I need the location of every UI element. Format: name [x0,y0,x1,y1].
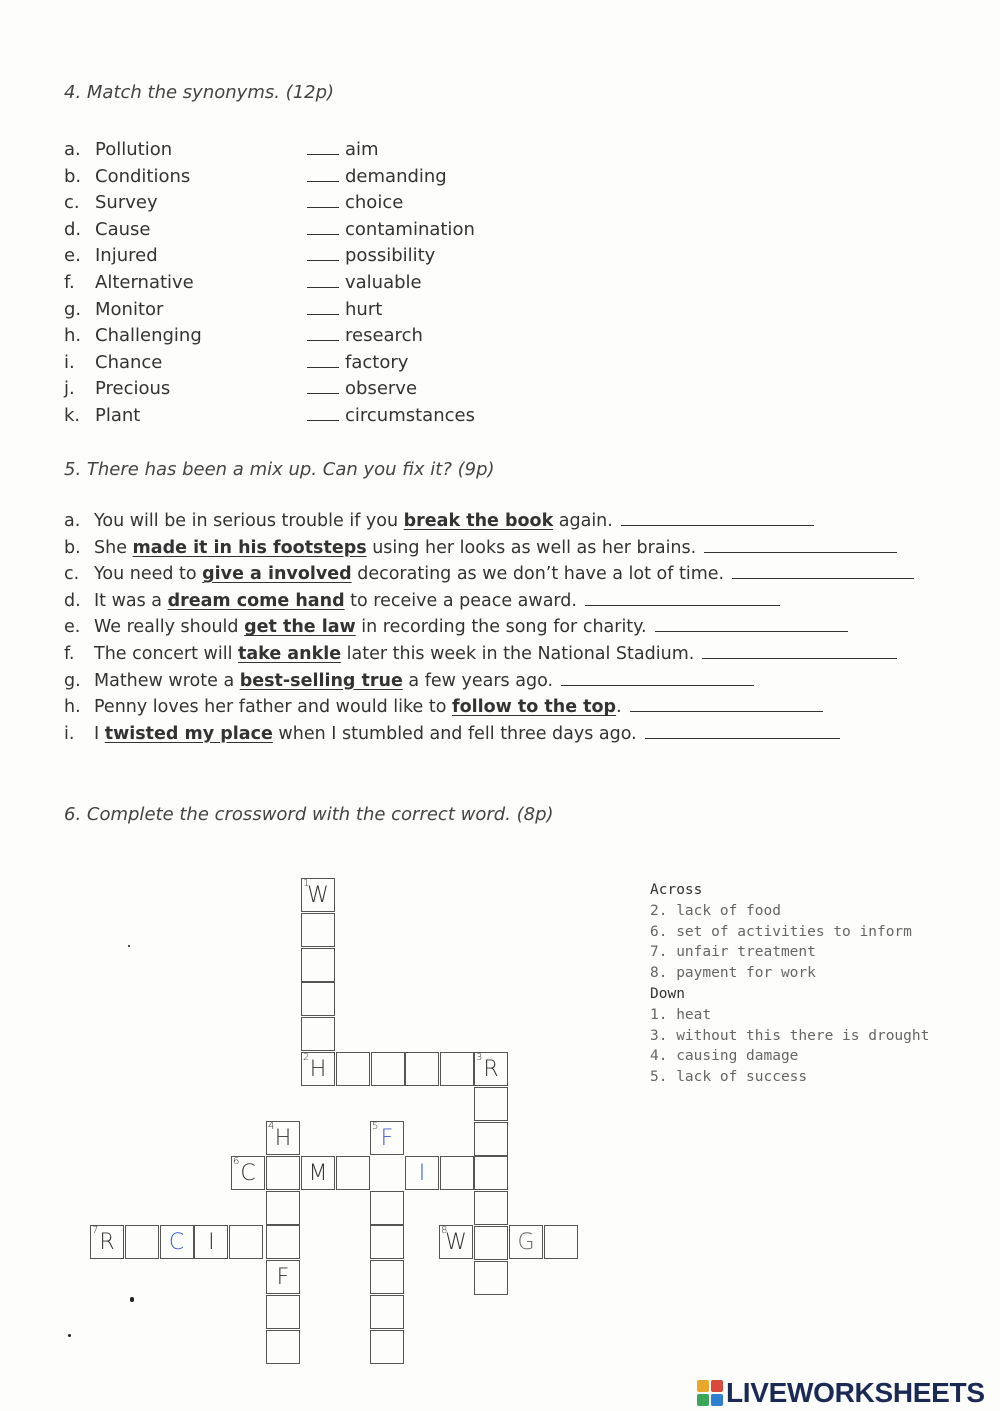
cell-letter: F [380,1126,394,1151]
item-word: factory [345,351,409,373]
clue-number: 7 [92,1225,99,1236]
sentence-text [94,724,840,744]
crossword-cell[interactable] [301,1156,335,1190]
crossword-cell[interactable] [474,1226,508,1260]
crossword-cell[interactable] [474,1156,508,1190]
sentence-pre: You will be in serious trouble if you [94,511,404,531]
crossword-cell[interactable] [405,1156,439,1190]
answer-blank[interactable] [307,300,339,315]
item-word: Survey [95,192,158,214]
scan-speck [68,1334,71,1337]
scan-speck [130,1297,134,1302]
cell-letter: R [99,1230,115,1255]
clue-number: 2 [303,1052,310,1063]
cell-letter: H [274,1126,292,1151]
across-clue: 6. set of activities to inform [650,923,912,940]
sentence-post: again. [553,511,613,531]
sentence-post: when I stumbled and fell three days ago. [272,723,637,744]
answer-line[interactable] [645,737,840,739]
synonym-right-item [307,192,403,213]
crossword-cell[interactable] [266,1295,300,1329]
crossword-cell[interactable] [301,913,335,947]
crossword-cell[interactable] [440,1156,474,1190]
item-word: choice [345,192,404,214]
answer-line[interactable] [702,657,897,659]
synonym-right-item [307,352,408,373]
item-word: research [345,325,423,347]
crossword-cell[interactable] [229,1225,263,1259]
cell-letter: W [307,883,329,908]
answer-blank[interactable] [307,140,339,155]
crossword-cell[interactable] [370,1121,404,1155]
item-letter: e. [64,617,81,638]
crossword-cell[interactable] [371,1052,405,1086]
sentence-post: a few years ago. [402,670,554,691]
item-letter: g. [64,298,82,320]
answer-blank[interactable] [307,193,339,208]
answer-blank[interactable] [307,167,339,182]
item-word: Injured [95,245,158,267]
cell-letter: W [445,1230,467,1255]
sentence-post: decorating as we don’t have a lot of time. [351,564,725,585]
crossword-cell[interactable] [370,1225,404,1259]
crossword-cell[interactable] [125,1225,159,1259]
item-word: Monitor [95,298,164,320]
down-title: Down [650,985,685,1002]
crossword-cell[interactable] [231,1156,265,1190]
mixed-phrase: take ankle [238,644,342,664]
item-letter: c. [64,564,80,585]
item-word: circumstances [345,405,475,426]
item-letter: b. [64,537,81,558]
answer-line[interactable] [732,577,914,579]
crossword-cell[interactable] [544,1225,578,1259]
crossword-cell[interactable] [301,1052,335,1086]
item-letter: k. [64,405,81,426]
item-letter: g. [64,670,81,691]
mixed-phrase: get the law [244,617,356,638]
crossword-cell[interactable] [474,1191,508,1225]
crossword-cell[interactable] [301,878,335,912]
crossword-cell[interactable] [509,1225,543,1259]
mixed-phrase: dream come hand [167,590,345,611]
item-letter: i. [64,723,75,744]
answer-blank[interactable] [307,273,339,288]
answer-blank[interactable] [307,406,339,421]
crossword-cell[interactable] [474,1052,508,1086]
answer-line[interactable] [561,684,754,686]
crossword-cell[interactable] [301,982,335,1016]
crossword-cell[interactable] [194,1225,228,1259]
mixed-phrase: made it in his footsteps [132,537,367,558]
synonym-right-item [307,272,422,293]
item-letter: h. [64,325,82,347]
mixed-phrase: follow to the top [451,697,617,718]
sentence-text [94,511,814,531]
item-word: Chance [95,351,163,373]
item-letter: f. [64,644,75,664]
crossword-cell[interactable] [439,1225,473,1259]
sentence-pre: We really should [94,617,245,638]
synonym-right-item [307,299,382,320]
answer-blank[interactable] [307,246,339,261]
sentence-pre: It was a [94,590,168,611]
item-word: Challenging [95,325,202,347]
answer-line[interactable] [621,524,814,526]
item-word: Cause [95,218,151,240]
clue-number: 8 [441,1225,448,1236]
clue-number: 5 [372,1121,379,1132]
answer-blank[interactable] [307,220,339,235]
clue-number: 4 [268,1121,275,1132]
item-word: possibility [345,245,436,267]
cell-letter: C [240,1161,256,1186]
item-word: Alternative [95,272,194,293]
sentence-pre: Penny loves her father and would like to [94,697,452,718]
item-word: Pollution [95,139,173,160]
sentence-text [94,617,848,637]
crossword-cell[interactable] [266,1121,300,1155]
scan-speck [128,945,130,947]
cell-letter: R [483,1057,499,1082]
across-clue: 7. unfair treatment [650,944,816,961]
sentence-text [94,697,823,717]
answer-blank[interactable] [307,353,339,368]
synonym-right-item [307,219,475,240]
crossword-clues [650,880,930,1088]
item-letter: a. [64,511,81,531]
item-letter: i. [64,351,75,373]
item-letter: c. [64,192,80,214]
item-letter: j. [64,378,75,400]
item-word: Conditions [95,165,191,187]
item-letter: e. [64,245,81,267]
mixed-phrase: best-selling true [239,670,403,691]
crossword-cell[interactable] [301,1017,335,1051]
item-letter: b. [64,165,82,187]
clue-number: 3 [476,1052,483,1063]
sentence-pre: She [94,537,133,558]
crossword-cell[interactable] [370,1330,404,1364]
answer-blank[interactable] [307,379,339,394]
section5-heading: 5. There has been a mix up. Can you fix it? (9p) [64,459,495,480]
crossword-cell[interactable] [474,1122,508,1156]
sentence-text [94,644,897,664]
sentence-pre: You need to [94,564,203,585]
synonym-right-item [307,245,435,266]
crossword-cell[interactable] [370,1295,404,1329]
crossword-cell[interactable] [266,1225,300,1259]
clue-number: 6 [233,1156,240,1167]
item-word: Precious [95,378,171,400]
section6-heading: 6. Complete the crossword with the correct word. (8p) [64,804,554,825]
item-letter: d. [64,218,82,240]
sentence-pre: I [94,723,105,744]
cell-letter: G [517,1230,535,1255]
clue-number: 1 [303,878,310,889]
item-word: Plant [95,405,141,426]
sentence-pre: Mathew wrote a [94,670,240,691]
answer-line[interactable] [655,630,848,632]
liveworksheets-logo-text: LIVEWORKSHEETS [726,1377,985,1408]
item-letter: h. [64,697,81,718]
mixed-phrase: give a involved [202,564,352,585]
cell-letter: H [309,1057,327,1082]
sentence-text [94,538,897,558]
across-clue: 8. payment for work [650,965,816,982]
crossword-cell[interactable] [405,1052,439,1086]
answer-line[interactable] [704,551,897,553]
crossword-cell[interactable] [90,1225,124,1259]
across-clue: 2. lack of food [650,902,781,919]
crossword-cell[interactable] [474,1261,508,1295]
item-letter: d. [64,590,81,611]
down-clue: 5. lack of success [650,1069,808,1086]
crossword-cell[interactable] [370,1191,404,1225]
synonym-right-item [307,325,423,346]
crossword-cell[interactable] [370,1260,404,1294]
answer-line[interactable] [630,710,823,712]
sentence-text [94,671,754,691]
item-word: contamination [345,218,475,240]
sentence-pre: The concert will [94,644,238,664]
cell-letter: M [308,1161,328,1186]
sentence-text [94,591,780,611]
synonym-right-item [307,166,447,187]
across-title: Across [650,882,703,898]
item-word: demanding [345,165,447,187]
cell-letter: F [276,1265,290,1291]
cell-letter: I [208,1230,215,1255]
liveworksheets-logo-icon [697,1380,723,1406]
sentence-text [94,564,914,584]
crossword-cell[interactable] [266,1191,300,1225]
crossword-cell[interactable] [266,1260,300,1294]
answer-line[interactable] [585,604,780,606]
sentence-post: later this week in the National Stadium. [341,644,695,664]
cell-letter: I [418,1161,426,1186]
section4-heading: 4. Match the synonyms. (12p) [64,82,335,103]
sentence-post: to receive a peace award. [344,590,577,611]
crossword-cell[interactable] [474,1087,508,1121]
synonym-right-item [307,405,475,426]
synonym-right-item [307,378,417,399]
item-word: valuable [345,272,422,293]
down-clue: 1. heat [650,1006,712,1023]
crossword-cell[interactable] [266,1330,300,1364]
item-letter: a. [64,139,81,160]
item-word: observe [345,378,418,400]
sentence-post: in recording the song for charity. [355,617,647,638]
cell-letter: C [168,1230,185,1255]
crossword-cell[interactable] [336,1052,370,1086]
item-letter: f. [64,272,75,293]
item-word: hurt [345,298,383,320]
sentence-post: . [616,697,622,718]
crossword-cell[interactable] [336,1156,370,1190]
mixed-phrase: break the book [403,511,554,531]
liveworksheets-logo [697,1377,985,1409]
crossword-cell[interactable] [160,1225,194,1259]
crossword-cell[interactable] [301,948,335,982]
sentence-post: using her looks as well as her brains. [366,537,697,558]
down-clue: 3. without this there is drought [650,1027,930,1044]
mixed-phrase: twisted my place [104,723,273,744]
crossword-cell[interactable] [266,1156,300,1190]
item-word: aim [345,139,379,160]
down-clue: 4. causing damage [650,1048,799,1065]
answer-blank[interactable] [307,326,339,341]
synonym-right-item [307,139,379,160]
crossword-cell[interactable] [440,1052,474,1086]
